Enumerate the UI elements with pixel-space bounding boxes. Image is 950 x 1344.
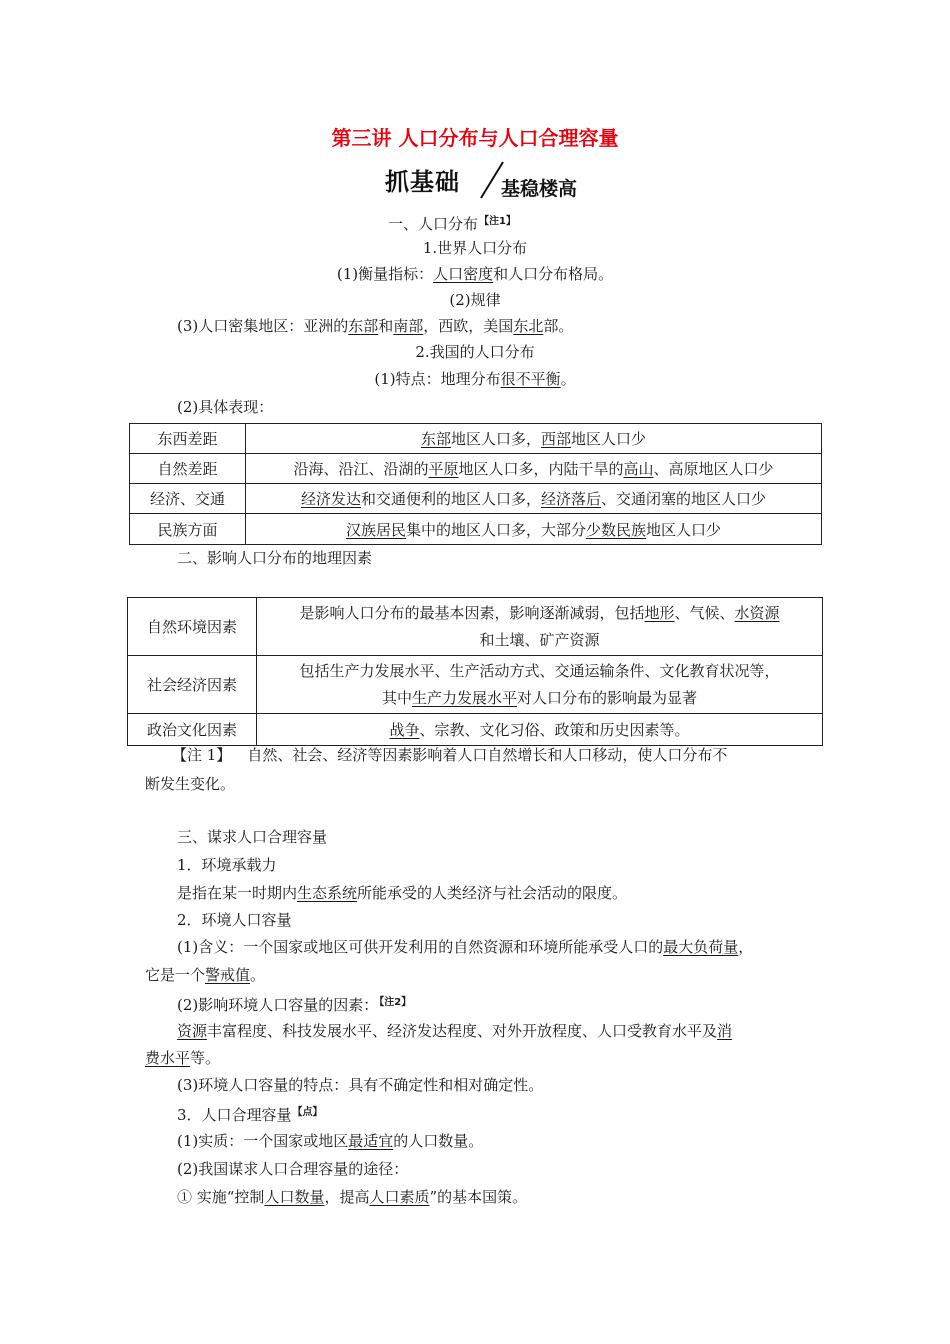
note-1-label: 【注 1】: [172, 746, 232, 764]
text-line: (1)实质：一个国家或地区最适宜的人口数量。: [177, 1132, 484, 1150]
note-1-line: 断发生变化。: [145, 775, 236, 793]
table-cell-label: 民族方面: [130, 514, 246, 545]
section-3-heading: 三、谋求人口合理容量: [177, 828, 328, 846]
text-line: (1)衡量指标：人口密度和人口分布格局。: [336, 265, 614, 283]
subheading: 2．环境人口容量: [177, 911, 292, 929]
text-line: 是指在某一时期内生态系统所能承受的人类经济与社会活动的限度。: [177, 884, 628, 902]
subheading: 1．环境承载力: [177, 856, 277, 874]
table-cell-label: 经济、交通: [130, 484, 246, 514]
text-line: (2)影响环境人口容量的因素：$^{【注2】}$: [177, 996, 412, 1014]
table-cell: 是影响人口分布的最基本因素，影响逐渐减弱，包括地形、气候、水资源 和土壤、矿产资源: [257, 598, 823, 656]
table-cell: 经济发达和交通便利的地区人口多，经济落后、交通闭塞的地区人口少: [246, 484, 822, 514]
text-line: (1)含义：一个国家或地区可供开发利用的自然资源和环境所能承受人口的最大负荷量，: [177, 938, 754, 956]
banner-left-text: 抓基础: [385, 168, 460, 196]
distribution-table: [129, 423, 822, 545]
section-1-heading: 一、人口分布$^{【注1】}$: [388, 215, 516, 233]
text-line: (3)环境人口容量的特点：具有不确定性和相对确定性。: [177, 1076, 544, 1094]
table-row: [130, 514, 822, 545]
page-title: 第三讲 人口分布与人口合理容量: [331, 126, 619, 150]
note-tag: 【注2】: [379, 997, 412, 1008]
table-cell-label: 政治文化因素: [128, 714, 257, 746]
text-line: 费水平等。: [145, 1049, 221, 1067]
note-1-line: 【注 1】 自然、社会、经济等因素影响着人口自然增长和人口移动，使人口分布不: [172, 746, 728, 764]
text-line: ① 实施“控制人口数量，提高人口素质”的基本国策。: [177, 1188, 528, 1206]
banner-right-text: 基稳楼高: [501, 178, 578, 200]
text-line: (2)具体表现：: [177, 398, 274, 416]
table-cell-label: 自然环境因素: [128, 598, 257, 656]
key-point-tag: 【点】: [292, 1107, 323, 1118]
table-cell: 包括生产力发展水平、生产活动方式、交通运输条件、文化教育状况等， 其中生产力发展水平对人口分布的影响最为显著: [257, 656, 823, 714]
table-cell: 战争、宗教、文化习俗、政策和历史因素等。: [257, 714, 823, 746]
text-line: 它是一个警戒值。: [145, 966, 266, 984]
table-cell-label: 东西差距: [130, 424, 246, 454]
table-row: [128, 656, 823, 714]
table-row: [130, 424, 822, 454]
table-cell: 东部地区人口多，西部地区人口少: [246, 424, 822, 454]
section-banner: [385, 158, 605, 202]
subheading-china: 2.我国的人口分布: [415, 343, 535, 361]
subheading-world: 1.世界人口分布: [422, 239, 528, 257]
text-line: (1)特点：地理分布很不平衡。: [374, 370, 576, 388]
text-line: (3)人口密集地区：亚洲的东部和南部，西欧，美国东北部。: [177, 317, 574, 335]
table-row: [128, 598, 823, 656]
text-line: 资源丰富程度、科技发展水平、经济发达程度、对外开放程度、人口受教育水平及消: [177, 1022, 733, 1040]
factors-table: [127, 597, 823, 746]
table-cell: 沿海、沿江、沿湖的平原地区人口多，内陆干旱的高山、高原地区人口少: [246, 454, 822, 484]
section-2-heading: 二、影响人口分布的地理因素: [177, 549, 373, 567]
text-line: (2)我国谋求人口合理容量的途径：: [177, 1160, 409, 1178]
table-row: [130, 484, 822, 514]
table-cell: 汉族居民集中的地区人口多，大部分少数民族地区人口少: [246, 514, 822, 545]
note-tag: 【注1】: [479, 216, 516, 227]
subheading: 3．人口合理容量$^{【点】}$: [177, 1106, 323, 1124]
table-cell-label: 社会经济因素: [128, 656, 257, 714]
table-cell-label: 自然差距: [130, 454, 246, 484]
table-row: [128, 714, 823, 746]
text-line: (2)规律: [449, 291, 501, 309]
table-row: [130, 454, 822, 484]
